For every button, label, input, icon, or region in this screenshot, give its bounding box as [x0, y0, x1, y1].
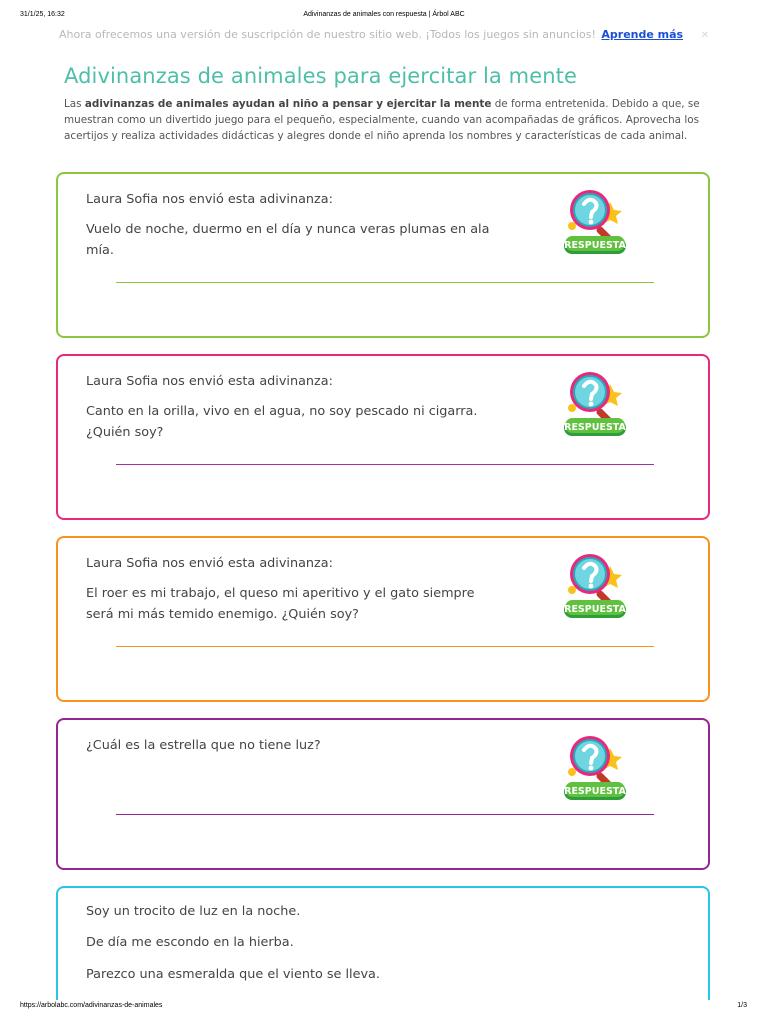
page-number: 1/3 [737, 1002, 747, 1009]
riddle-line: mía. [86, 243, 114, 258]
riddle-card-2 [56, 354, 710, 520]
print-page-title: Adivinanzas de animales con respuesta | Árbol ABC [303, 11, 465, 18]
riddle-intro: Laura Sofia nos envió esta adivinanza: [86, 556, 333, 571]
answer-button[interactable] [560, 732, 628, 802]
close-icon[interactable]: ✕ [700, 30, 709, 41]
answer-button[interactable] [560, 550, 628, 620]
answer-button[interactable] [560, 368, 628, 438]
svg-text:RESPUESTA: RESPUESTA [564, 604, 626, 615]
riddle-line: El roer es mi trabajo, el queso mi aperitivo y el gato siempre [86, 586, 475, 601]
riddle-line: ¿Cuál es la estrella que no tiene luz? [86, 738, 321, 753]
magnifier-icon [560, 732, 628, 802]
riddle-line: Canto en la orilla, vivo en el agua, no soy pescado ni cigarra. [86, 404, 478, 419]
riddle-line: Soy un trocito de luz en la noche. [86, 904, 301, 919]
svg-text:RESPUESTA: RESPUESTA [564, 422, 626, 433]
svg-text:RESPUESTA: RESPUESTA [564, 240, 626, 251]
riddle-line: Parezco una esmeralda que el viento se lleva. [86, 967, 380, 982]
print-date: 31/1/25, 16:32 [20, 11, 65, 18]
riddle-intro: Laura Sofia nos envió esta adivinanza: [86, 192, 333, 207]
riddle-line: Vuelo de noche, duermo en el día y nunca veras plumas en ala [86, 222, 490, 237]
page-title: Adivinanzas de animales para ejercitar la mente [64, 64, 577, 88]
answer-line [116, 282, 654, 283]
answer-line [116, 464, 654, 465]
riddle-line: será mi más temido enemigo. ¿Quién soy? [86, 607, 359, 622]
intro-paragraph: Las adivinanzas de animales ayudan al niño a pensar y ejercitar la mente de forma entretenida. Debido a que, se muestran como un divertido juego para el pequeño, especialmente, cuando van acompañadas de gráficos. Aprovecha los acertijos y realiza actividades didácticas y alegres donde el niño aprenda los nombres y características de cada animal. [64, 98, 700, 142]
print-url: https://arbolabc.com/adivinanzas-de-animales [20, 1002, 163, 1009]
magnifier-icon [560, 368, 628, 438]
answer-line [116, 814, 654, 815]
subscription-banner [0, 28, 768, 41]
subscription-text: Ahora ofrecemos una versión de suscripción de nuestro sitio web. ¡Todos los juegos sin anuncios! [59, 28, 596, 41]
riddle-line: ¿Quién soy? [86, 425, 164, 440]
riddle-card-3 [56, 536, 710, 702]
magnifier-icon [560, 186, 628, 256]
riddle-card-4 [56, 718, 710, 870]
magnifier-icon [560, 550, 628, 620]
riddle-line: De día me escondo en la hierba. [86, 935, 294, 950]
riddle-card-5 [56, 886, 710, 1000]
riddle-intro: Laura Sofia nos envió esta adivinanza: [86, 374, 333, 389]
intro-bold: adivinanzas de animales ayudan al niño a pensar y ejercitar la mente [84, 98, 492, 110]
answer-button[interactable] [560, 186, 628, 256]
learn-more-link[interactable]: Aprende más [601, 28, 684, 41]
svg-text:RESPUESTA: RESPUESTA [564, 786, 626, 797]
riddle-card-1 [56, 172, 710, 338]
answer-line [116, 646, 654, 647]
